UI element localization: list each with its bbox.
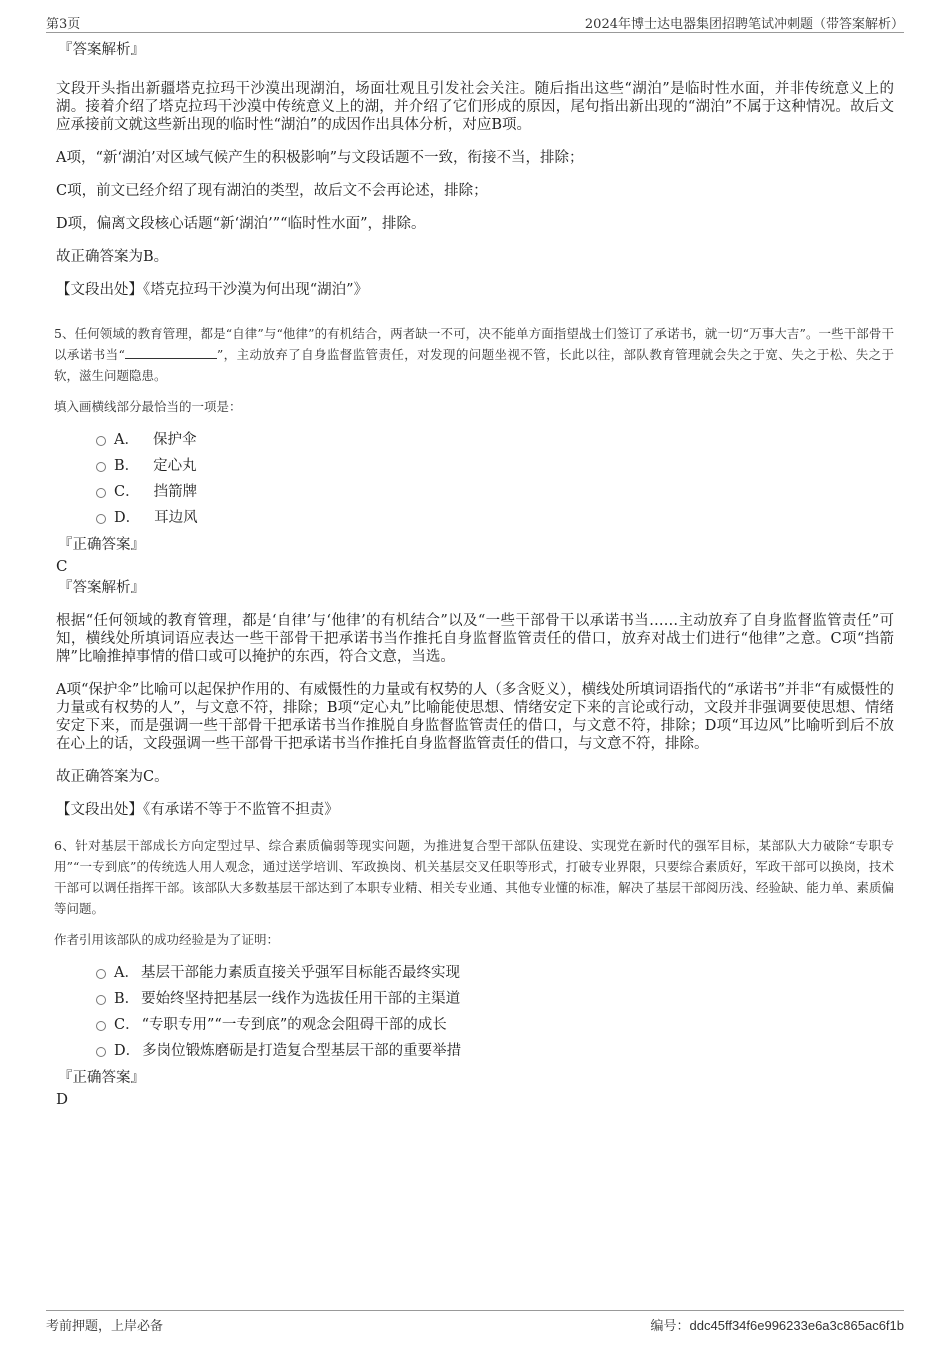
option-c[interactable]: C． 挡箭牌 (56, 479, 894, 505)
correct-answer-label: 『正确答案』 (58, 1070, 145, 1086)
analysis-paragraph: 根据“任何领域的教育管理，都是‘自律’与‘他律’的有机结合”以及“一些干部骨干以承诺书当……主动放弃了自身监督监管责任”可知，横线处所填词语应表达一些干部骨干把承诺书当作推托自身监督监管责任的借口，放弃对战士们进行“他律”之意。C项“挡箭牌”比喻推掉事情的借口或可以掩护的东西，符合文意，当选。 (56, 613, 894, 665)
source-citation: 【文段出处】《有承诺不等于不监管不担责》 (56, 802, 339, 818)
radio-button[interactable] (96, 514, 106, 524)
analysis-paragraph: 故正确答案为B。 (56, 249, 169, 265)
analysis-label: 『答案解析』 (58, 42, 145, 58)
document-code (651, 1315, 904, 1334)
radio-button[interactable] (96, 462, 106, 472)
page-header (46, 10, 904, 33)
question-6-text: 6、针对基层干部成长方向定型过早、综合素质偏弱等现实问题，为推进复合型干部队伍建设、实现党在新时代的强军目标，某部队大力破除“专职专用”“一专到底”的传统选人用人观念，通过送学培训、军政换岗、机关基层交叉任职等形式，打破专业界限，只要综合素质好，军政干部可以换岗，技术干部可以调任指挥干部。该部队大多数基层干部达到了本职专业精、相关专业通、其他专业懂的标准，解决了基层干部阅历浅、经验缺、能力单、素质偏等问题。 (54, 838, 894, 916)
option-b[interactable]: B． 定心丸 (56, 453, 894, 479)
question-6-prompt: 作者引用该部队的成功经验是为了证明： (54, 932, 280, 947)
source-citation: 【文段出处】《塔克拉玛干沙漠为何出现“湖泊”》 (56, 282, 369, 298)
fill-blank (125, 346, 217, 359)
page-number: 第3页 (46, 17, 81, 32)
footer-slogan: 考前押题，上岸必备 (46, 1319, 164, 1334)
correct-answer: D (56, 1090, 69, 1108)
option-a[interactable]: A． 保护伞 (56, 427, 894, 453)
option-c[interactable]: C． “专职专用”“一专到底”的观念会阻碍干部的成长 (56, 1012, 894, 1038)
option-b[interactable]: B． 要始终坚持把基层一线作为选拔任用干部的主渠道 (56, 986, 894, 1012)
code-value: ddc45ff34f6e996233e6a3c865ac6f1b (689, 1318, 904, 1333)
question-5-options (56, 427, 894, 531)
radio-button[interactable] (96, 1047, 106, 1057)
radio-button[interactable] (96, 969, 106, 979)
analysis-paragraph: 文段开头指出新疆塔克拉玛干沙漠出现湖泊，场面壮观且引发社会关注。随后指出这些“湖泊”是临时性水面，并非传统意义上的湖。接着介绍了塔克拉玛干沙漠中传统意义上的湖，并介绍了它们形成的原因，尾句指出新出现的“湖泊”不属于这种情况。故后文应承接前文就这些新出现的临时性“湖泊”的成因作出具体分析，对应B项。 (56, 81, 894, 133)
question-5-prompt: 填入画横线部分最恰当的一项是： (54, 399, 242, 414)
document-title: 2024年博士达电器集团招聘笔试冲刺题（带答案解析） (584, 17, 904, 32)
analysis-paragraph: A项“保护伞”比喻可以起保护作用的、有威慑性的力量或有权势的人（多含贬义），横线处所填词语指代的“承诺书”并非“有威慑性的力量或有权势的人”，与文意不符，排除；B项“定心丸”比喻能使思想、情绪安定下来的言论或行动，文段并非强调要使思想、情绪安定下来，而是强调一些干部骨干把承诺书当作推脱自身监督监管责任的借口，与文意不符，排除；D项“耳边风”比喻听到后不放在心上的话，文段强调一些干部骨干把承诺书当作推托自身监督监管责任的借口，与文意不符，排除。 (56, 682, 894, 752)
page-footer (46, 1310, 904, 1334)
question-6-options (56, 960, 894, 1064)
option-a[interactable]: A． 基层干部能力素质直接关乎强军目标能否最终实现 (56, 960, 894, 986)
analysis-paragraph: 故正确答案为C。 (56, 769, 169, 785)
analysis-paragraph: D项，偏离文段核心话题“新‘湖泊’”“临时性水面”，排除。 (56, 216, 426, 232)
radio-button[interactable] (96, 436, 106, 446)
analysis-label: 『答案解析』 (58, 580, 145, 596)
radio-button[interactable] (96, 488, 106, 498)
question-5-text-part1: 5、任何领域的教育管理，都是“自律”与“他律”的有机结合，两者缺一不可，决不能单方面指望战士们签订了承诺书，就一切“万事大吉”。一些干部骨干以承诺书当“ (54, 326, 894, 362)
radio-button[interactable] (96, 1021, 106, 1031)
option-d[interactable]: D． 多岗位锻炼磨砺是打造复合型基层干部的重要举措 (56, 1038, 894, 1064)
analysis-paragraph: C项，前文已经介绍了现有湖泊的类型，故后文不会再论述，排除； (56, 183, 488, 199)
page-content (56, 40, 894, 1109)
option-d[interactable]: D． 耳边风 (56, 505, 894, 531)
correct-answer-label: 『正确答案』 (58, 537, 145, 553)
question-5-text (54, 323, 894, 386)
code-label: 编号： (650, 1319, 690, 1334)
correct-answer: C (56, 557, 68, 575)
analysis-paragraph: A项，“新‘湖泊’对区域气候产生的积极影响”与文段话题不一致，衔接不当，排除； (56, 150, 584, 166)
question-5-text-part2: ”，主动放弃了自身监督监管责任，对发现的问题坐视不管，长此以往，部队教育管理就会失之于宽、失之于松、失之于软，滋生问题隐患。 (54, 347, 894, 383)
radio-button[interactable] (96, 995, 106, 1005)
